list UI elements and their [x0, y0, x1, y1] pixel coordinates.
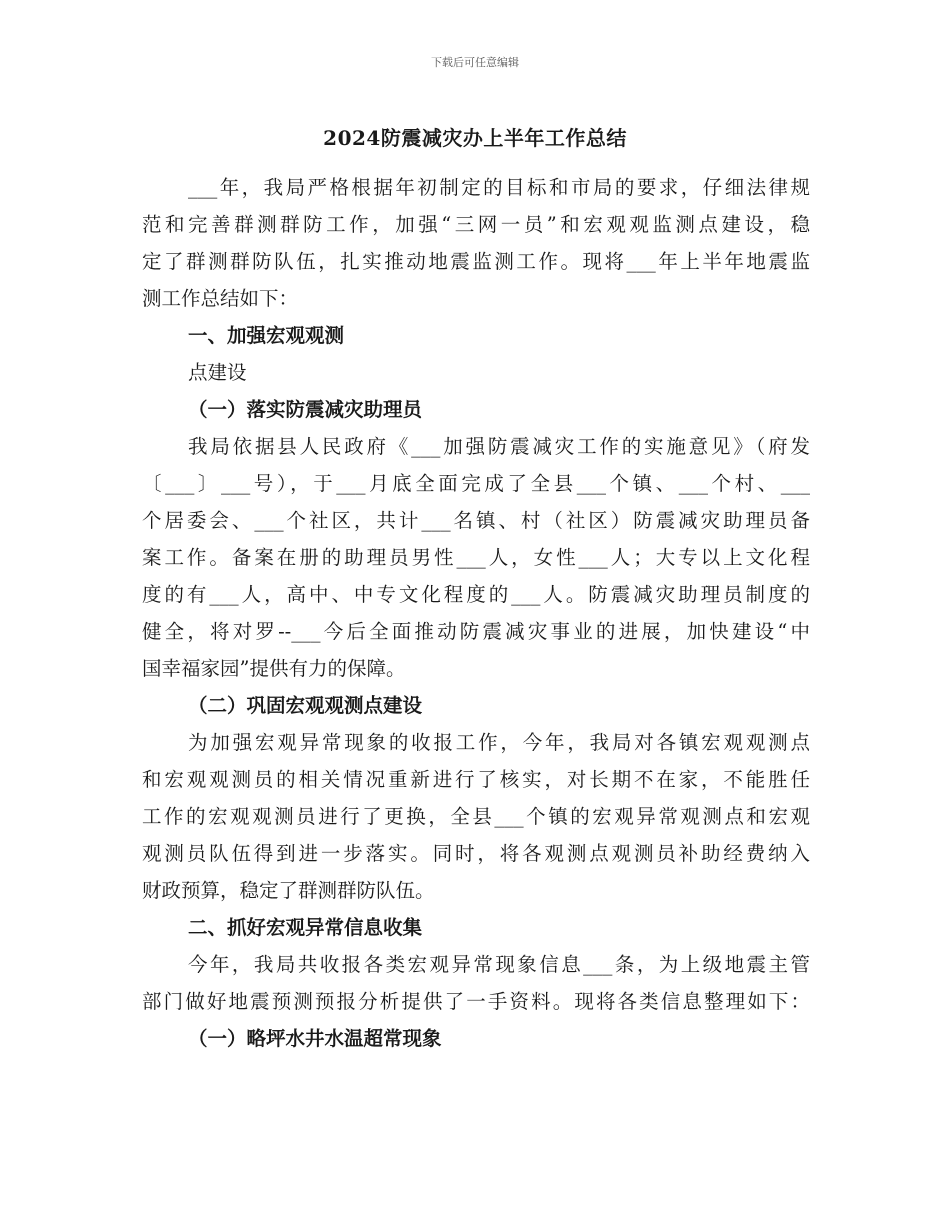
section-heading: 一、加强宏观观测: [188, 324, 345, 347]
paragraph-line: ___年，我局严格根据年初制定的目标和市局的要求，仔细法律规: [188, 176, 810, 199]
paragraph-line: 和宏观观测员的相关情况重新进行了核实，对长期不在家，不能胜任: [142, 768, 810, 791]
paragraph-line: 〔___〕___号），于___月底全面完成了全县___个镇、___个村、___: [142, 472, 810, 495]
paragraph-line: 点建设: [188, 361, 247, 384]
paragraph-line: 今年，我局共收报各类宏观异常现象信息___条，为上级地震主管: [188, 953, 810, 976]
paragraph-line: 部门做好地震预测预报分析提供了一手资料。现将各类信息整理如下：: [142, 990, 810, 1013]
paragraph-line: 案工作。备案在册的助理员男性___人，女性___人；大专以上文化程: [142, 546, 810, 569]
section-heading: （一）落实防震减灾助理员: [188, 398, 423, 421]
paragraph-line: 财政预算，稳定了群测群防队伍。: [142, 879, 435, 902]
paragraph-line: 测工作总结如下：: [142, 287, 299, 310]
paragraph-line: 我局依据县人民政府《___加强防震减灾工作的实施意见》（府发: [188, 435, 810, 458]
paragraph-line: 工作的宏观观测员进行了更换，全县___个镇的宏观异常观测点和宏观: [142, 805, 810, 828]
paragraph-line: 健全，将对罗--___今后全面推动防震减灾事业的进展，加快建设“中: [142, 620, 810, 643]
section-heading: 二、抓好宏观异常信息收集: [188, 916, 423, 939]
section-heading: （二）巩固宏观观测点建设: [188, 694, 423, 717]
paragraph-line: 范和完善群测群防工作，加强“三网一员”和宏观观监测点建设，稳: [142, 213, 810, 236]
paragraph-line: 个居委会、___个社区，共计___名镇、村（社区）防震减灾助理员备: [142, 509, 810, 532]
header-note: 下载后可任意编辑: [431, 56, 519, 69]
document-title: 2024防震减灾办上半年工作总结: [323, 126, 627, 150]
paragraph-line: 定了群测群防队伍，扎实推动地震监测工作。现将___年上半年地震监: [142, 250, 810, 273]
paragraph-line: 为加强宏观异常现象的收报工作，今年，我局对各镇宏观观测点: [188, 731, 810, 754]
section-heading: （一）略坪水井水温超常现象: [188, 1027, 442, 1050]
paragraph-line: 国幸福家园”提供有力的保障。: [142, 657, 406, 680]
paragraph-line: 度的有___人，高中、中专文化程度的___人。防震减灾助理员制度的: [142, 583, 810, 606]
paragraph-line: 观测员队伍得到进一步落实。同时，将各观测点观测员补助经费纳入: [142, 842, 810, 865]
